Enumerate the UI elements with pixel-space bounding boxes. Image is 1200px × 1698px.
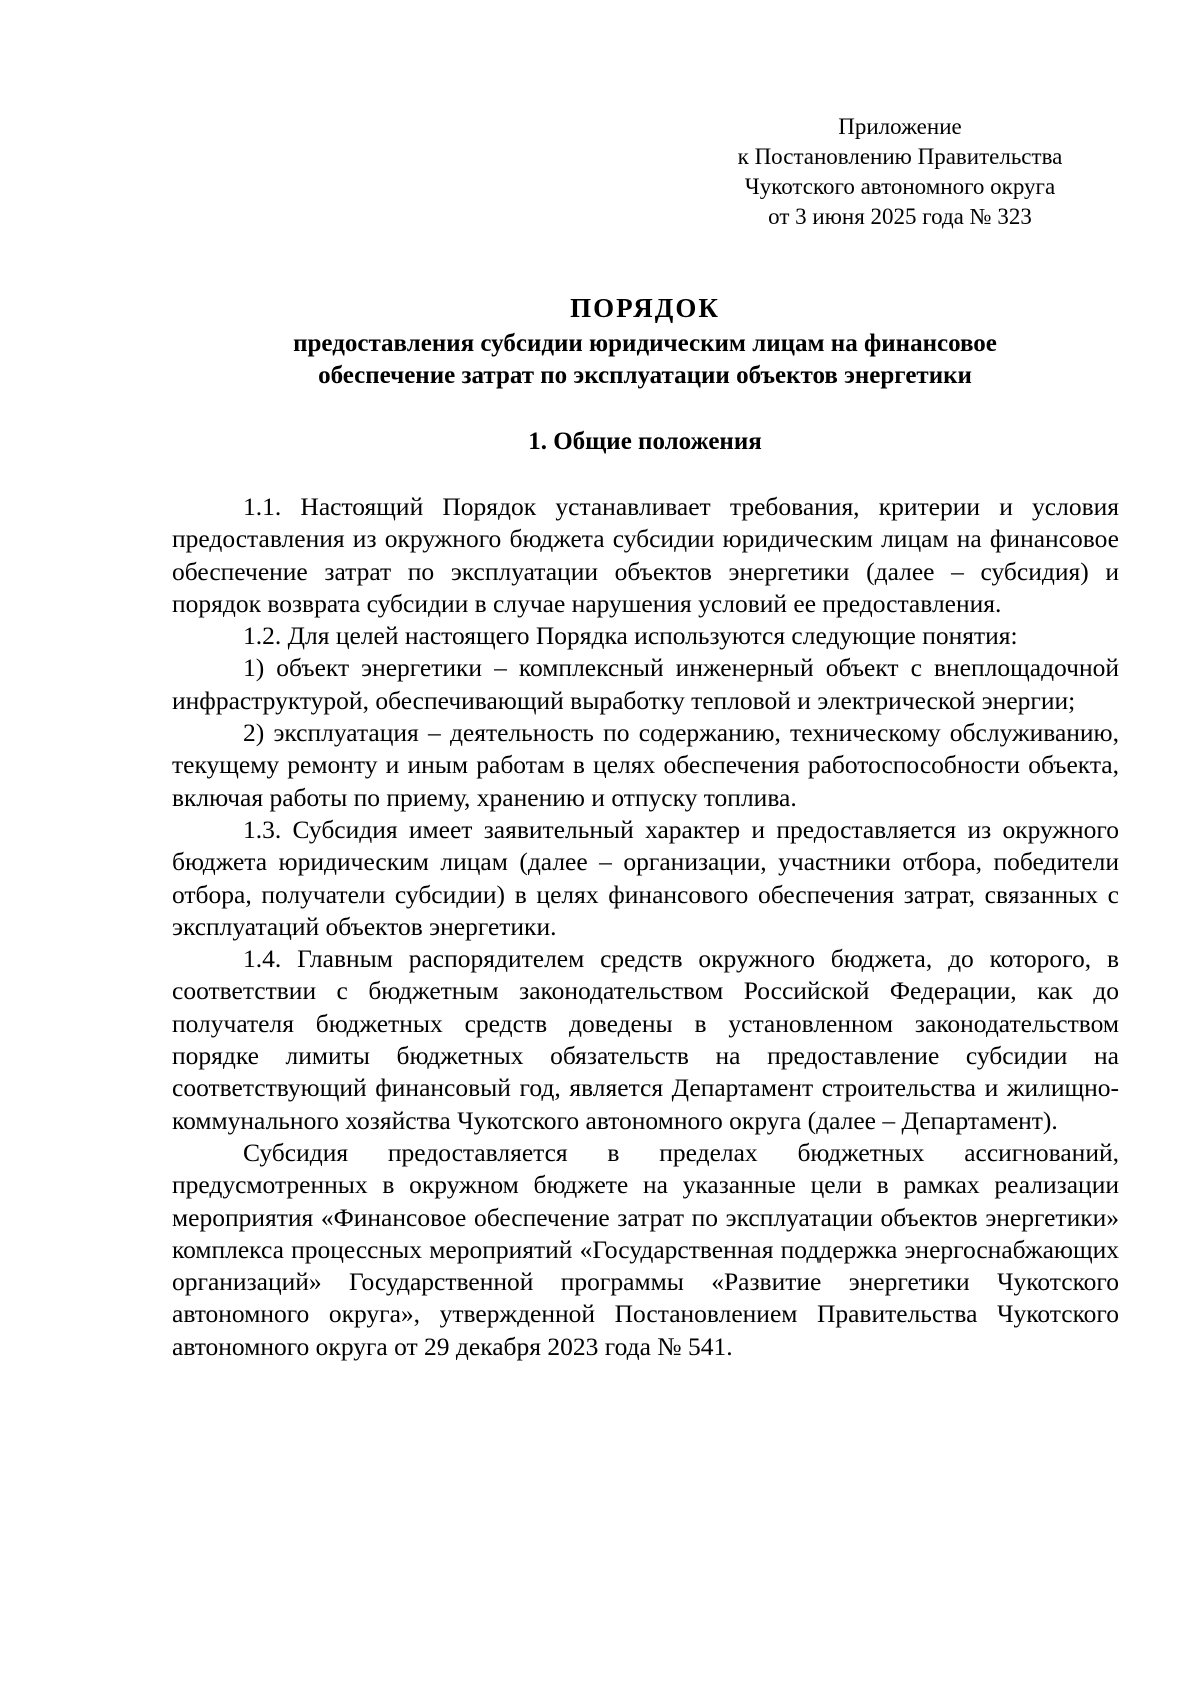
definition-1: 1) объект энергетики – комплексный инженерный объект с внеплощадочной инфраструктурой, обеспечивающий выработку тепловой и электрической энергии;: [172, 653, 1119, 715]
document-subtitle: [170, 328, 1120, 392]
paragraph-1-3: 1.3. Субсидия имеет заявительный характер и предоставляется из окружного бюджета юридическим лицам (далее – организации, участники отбора, победители отбора, получатели субсидии) в целях финансового обеспечения затрат, связанных с эксплуатаций объектов энергетики.: [172, 814, 1119, 941]
paragraph-1-1: 1.1. Настоящий Порядок устанавливает требования, критерии и условия предоставления из окружного бюджета субсидии юридическим лицам на финансовое обеспечение затрат по эксплуатации объектов энергетики (далее – субсидия) и порядок возврата субсидии в случае нарушения условий ее предоставления.: [172, 492, 1119, 618]
section-heading: 1. Общие положения: [528, 428, 762, 455]
title-block: [170, 292, 1120, 392]
paragraph-1-4: 1.4. Главным распорядителем средств окружного бюджета, до которого, в соответствии с бюджетным законодательством Российской Федерации, как до получателя бюджетных средств доведены в установленном законодательством порядке лимиты бюджетных обязательств на предоставление субсидии на соответствующий финансовый год, является Департамент строительства и жилищно-коммунального хозяйства Чукотского автономного округа (далее – Департамент).: [172, 944, 1119, 1135]
appendix-reference: к Постановлению Правительства: [737, 144, 1063, 169]
appendix-label: Приложение: [838, 114, 962, 139]
appendix-date-number: от 3 июня 2025 года № 323: [768, 204, 1032, 229]
appendix-header: [720, 112, 1080, 232]
definition-2: 2) эксплуатация – деятельность по содержанию, техническому обслуживанию, текущему ремонту и иным работам в целях обеспечения работоспособности объекта, включая работы по приему, хранению и отпуску топлива.: [172, 718, 1119, 812]
subtitle-line-1: предоставления субсидии юридическим лицам на финансовое: [293, 330, 997, 357]
paragraph-1-2: 1.2. Для целей настоящего Порядка используются следующие понятия:: [243, 621, 1018, 651]
document-title: ПОРЯДОК: [570, 293, 720, 323]
paragraph-subsidy-limits: Субсидия предоставляется в пределах бюджетных ассигнований, предусмотренных в окружном бюджете на указанные цели в рамках реализации мероприятия «Финансовое обеспечение затрат по эксплуатации объектов энергетики» комплекса процессных мероприятий «Государственная поддержка энергоснабжающих организаций» Государственной программы «Развитие энергетики Чукотского автономного округа», утвержденной Постановлением Правительства Чукотского автономного округа от 29 декабря 2023 года № 541.: [172, 1137, 1119, 1361]
body-text: [172, 491, 1119, 1363]
appendix-region: Чукотского автономного округа: [744, 174, 1056, 199]
subtitle-line-2: обеспечение затрат по эксплуатации объектов энергетики: [318, 362, 972, 389]
